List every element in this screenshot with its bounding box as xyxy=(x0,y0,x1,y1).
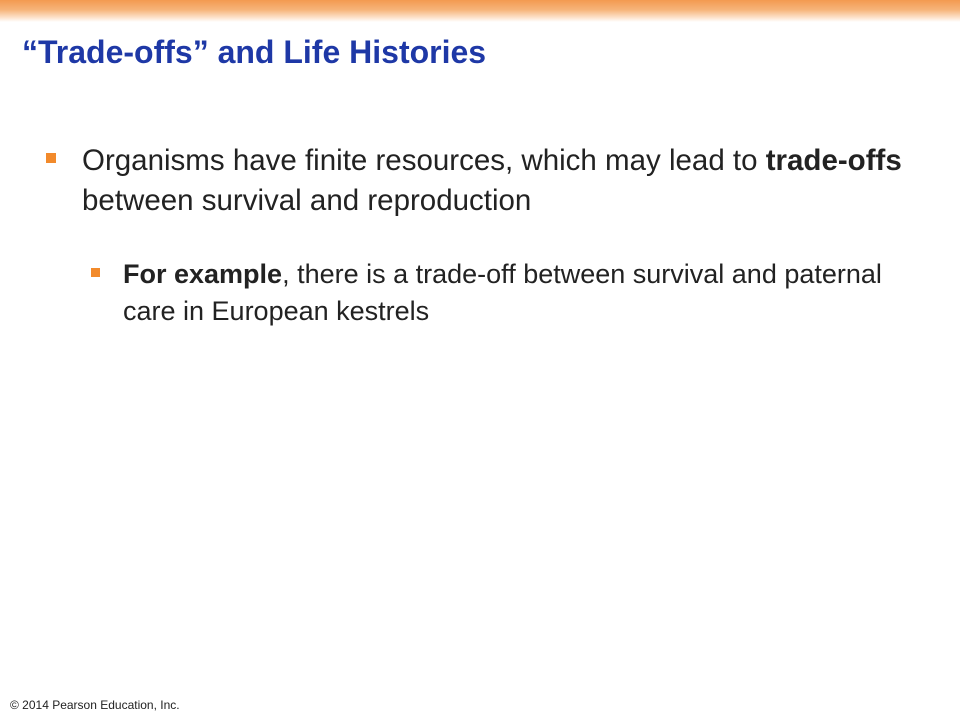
bullet-text xyxy=(123,256,941,330)
bullet-text-part: Organisms have finite resources, which may lead to xyxy=(82,144,766,177)
bullet-item-level-1 xyxy=(46,141,936,221)
top-accent-bar xyxy=(0,0,960,22)
bullet-text-part: , there is a trade-off between survival and paternal care in European kestrels xyxy=(123,259,882,326)
bullet-text-emphasis: trade-offs xyxy=(765,144,902,177)
bullet-text xyxy=(82,141,936,221)
slide-title: “Trade-offs” and Life Histories xyxy=(22,34,487,70)
bullet-text-emphasis: For example xyxy=(123,259,283,289)
bullet-text-part: between survival and reproduction xyxy=(82,184,532,217)
square-bullet-icon xyxy=(91,268,100,277)
bullet-item-level-2 xyxy=(91,256,941,330)
square-bullet-icon xyxy=(46,153,56,163)
copyright-footer: © 2014 Pearson Education, Inc. xyxy=(10,698,180,712)
